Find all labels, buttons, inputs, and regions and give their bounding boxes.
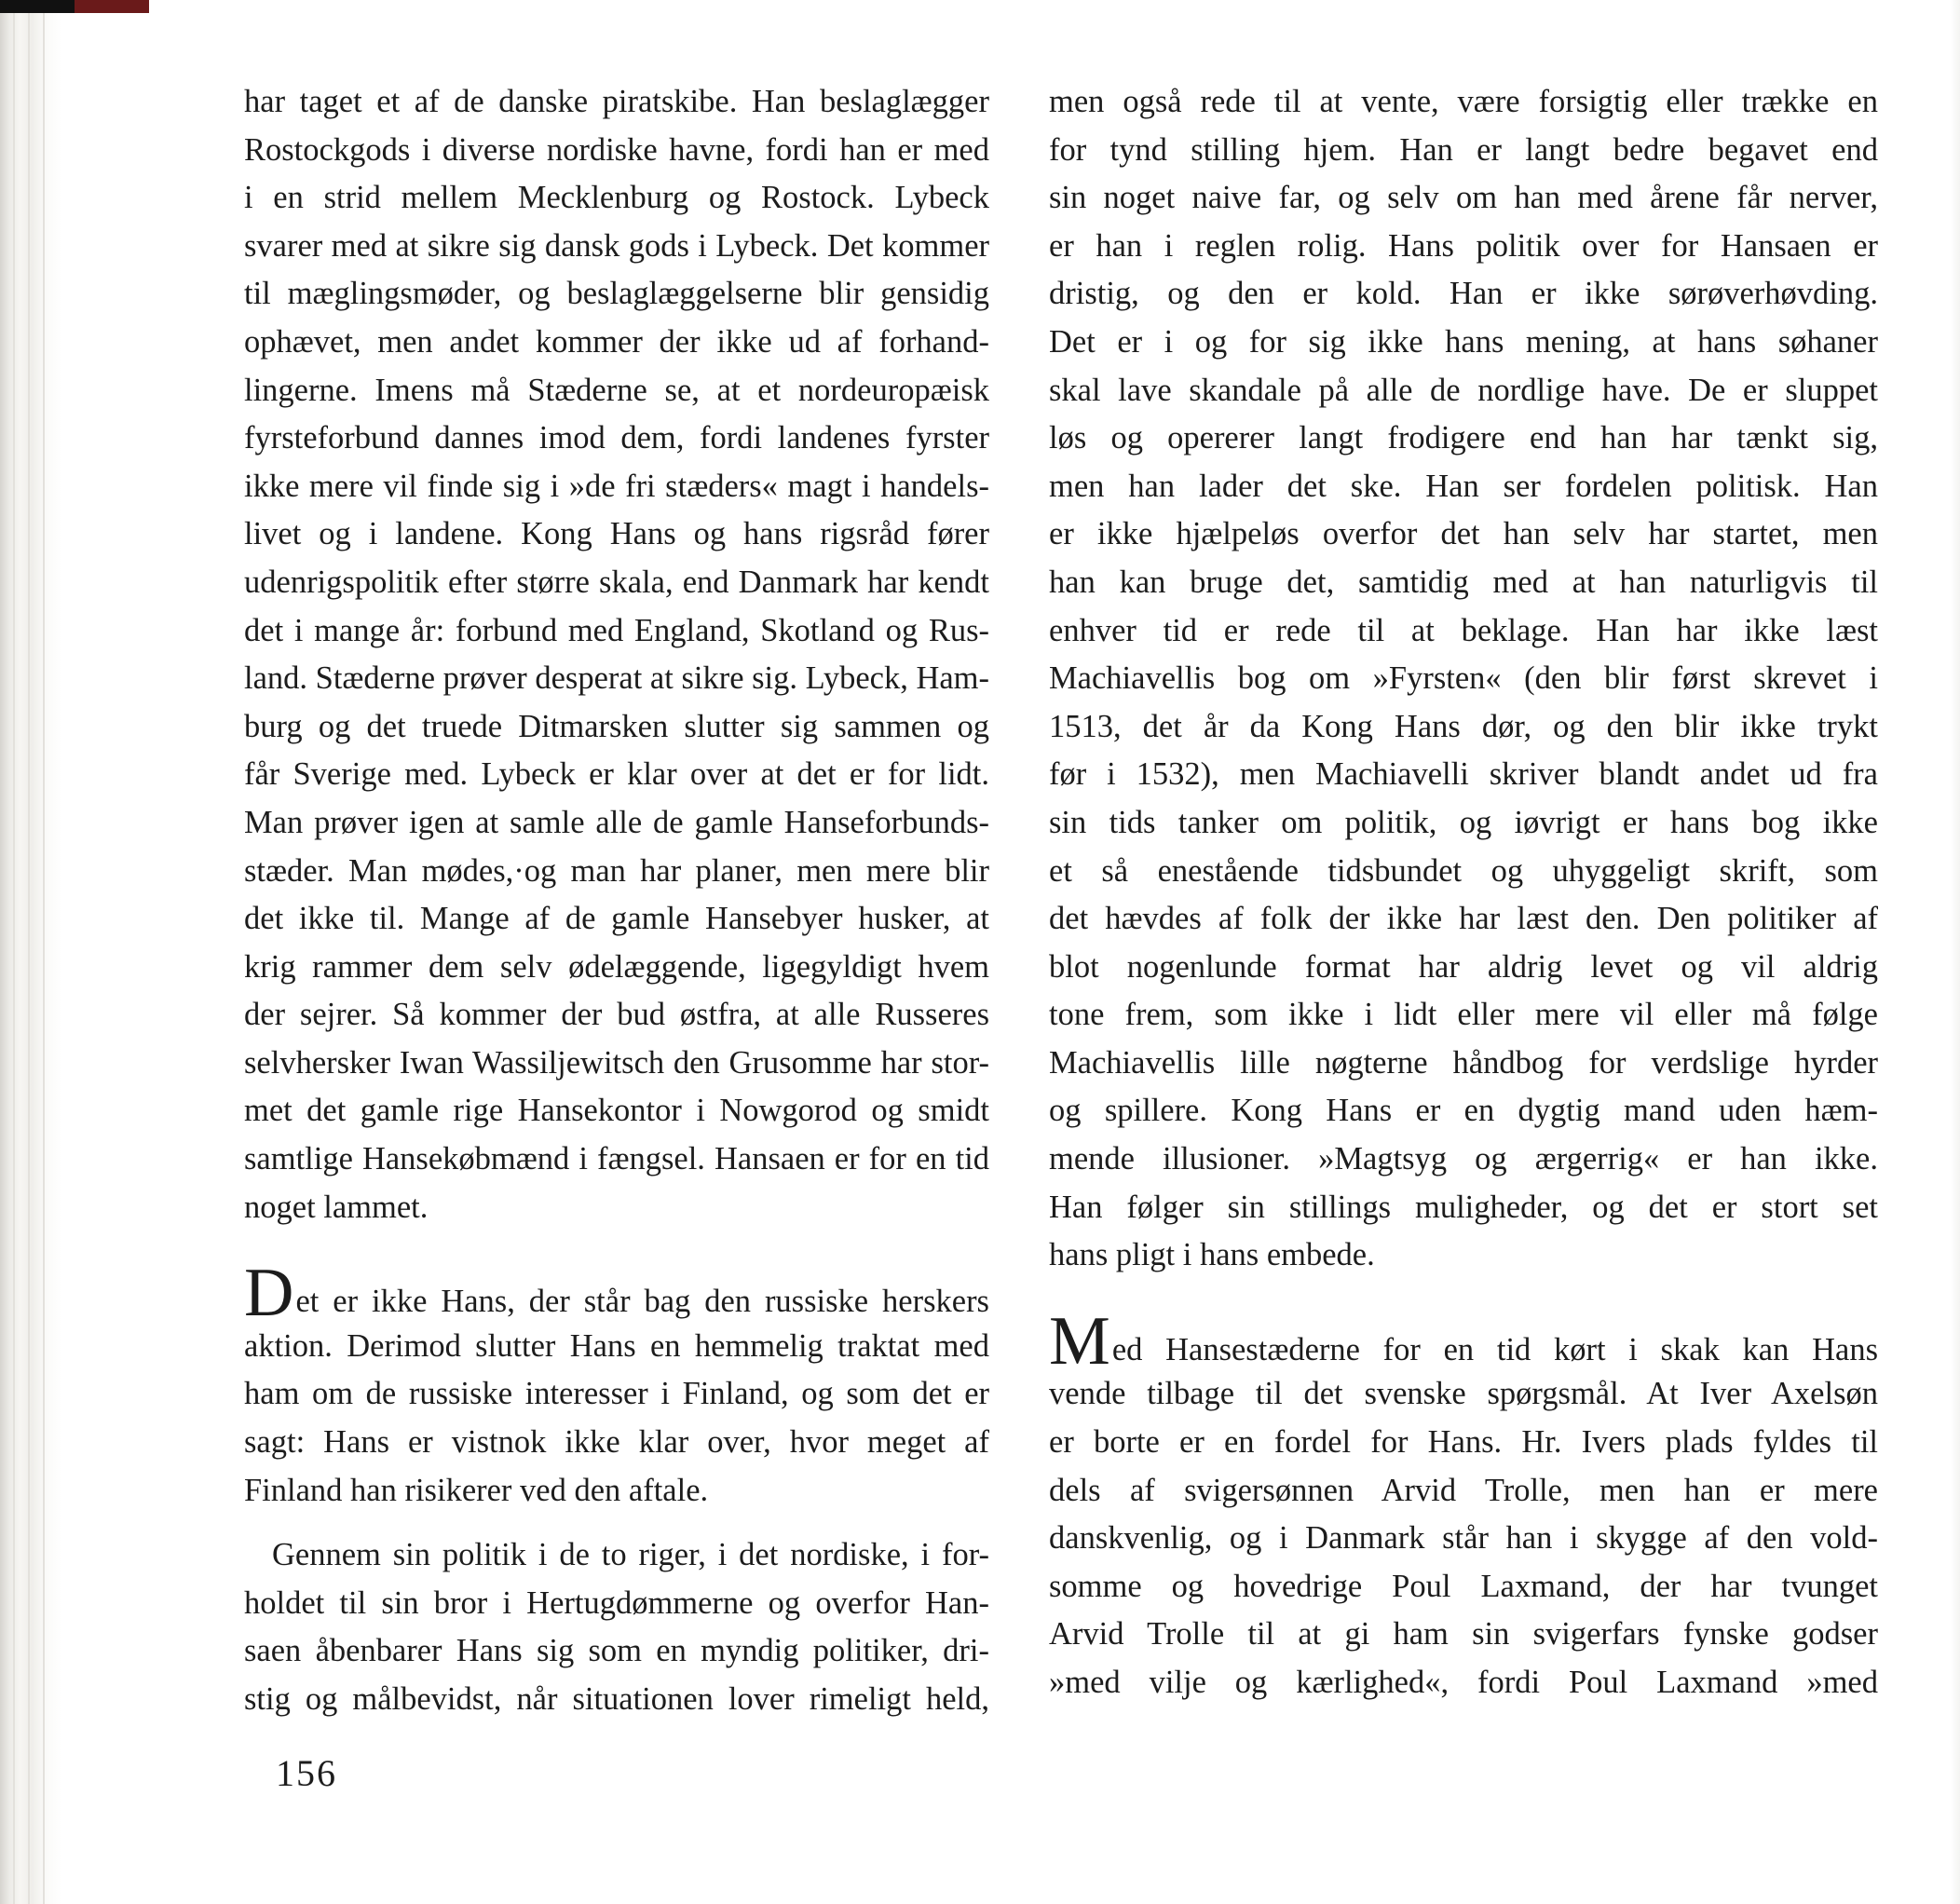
text-line: burg og det truede Ditmarsken slutter sig sammen og [244, 708, 989, 744]
text-line: Han følger sin stillings muligheder, og det er stort set [1049, 1189, 1878, 1225]
text-line: Machiavellis bog om »Fyrsten« (den blir først skrevet i [1049, 660, 1878, 697]
page-edge-line [28, 0, 30, 1904]
page-edge-line [13, 0, 15, 1904]
text-line: ikke mere vil finde sig i »de fri stæders« magt i handels- [244, 468, 989, 504]
right-paragraph [1049, 78, 1878, 1280]
text-line: fyrsteforbund dannes imod dem, fordi landenes fyrster [244, 420, 989, 456]
text-line: hans pligt i hans embede. [1049, 1237, 1375, 1273]
corner-mark-accent [75, 0, 149, 13]
text-line: og spillere. Kong Hans er en dygtig mand uden hæm- [1049, 1093, 1878, 1129]
page-edge-line [43, 0, 45, 1904]
text-line: saen åbenbarer Hans sig som en myndig politiker, dri- [244, 1633, 989, 1669]
text-line: det i mange år: forbund med England, Skotland og Rus- [244, 612, 989, 648]
left-column [244, 78, 989, 1724]
dropcap-line [244, 1255, 989, 1332]
text-line: det ikke til. Mange af de gamle Hansebyer husker, at [244, 901, 989, 937]
text-line: dels af svigersønnen Arvid Trolle, men han er mere [1049, 1472, 1878, 1508]
left-section-dropcap-paragraph [244, 1255, 989, 1515]
text-line: han kan bruge det, samtidig med at han naturligvis til [1049, 564, 1878, 600]
dropcap-line-text: ed Hansestæderne for en tid kørt i skak kan Hans [1111, 1331, 1878, 1367]
text-line: mende illusioner. »Magtsyg og ærgerrig« er han ikke. [1049, 1141, 1878, 1177]
text-line: sagt: Hans er vistnok ikke klar over, hvor meget af [244, 1424, 989, 1461]
text-line: har taget et af de danske piratskibe. Han beslaglægger [244, 84, 989, 119]
text-line: løs og opererer langt frodigere end han har tænkt sig, [1049, 420, 1878, 456]
text-line: er ikke hjælpeløs overfor det han selv har startet, men [1049, 516, 1878, 552]
text-line: »med vilje og kærlighed«, fordi Poul Laxmand »med [1049, 1665, 1878, 1700]
text-line: ophævet, men andet kommer der ikke ud af forhand- [244, 323, 989, 360]
text-line: blot nogenlunde format har aldrig levet og vil aldrig [1049, 948, 1878, 985]
text-line: udenrigspolitik efter større skala, end Danmark har kendt [244, 564, 989, 600]
text-line: stig og målbevidst, når situationen lover rimeligt held, [244, 1681, 989, 1717]
text-line: sin noget naive far, og selv om han med årene får nerver, [1049, 180, 1878, 216]
text-line: det hævdes af folk der ikke har læst den. Den politiker af [1049, 901, 1878, 937]
text-line: Det er i og for sig ikke hans mening, at hans søhaner [1049, 323, 1878, 360]
text-line: for tynd stilling hjem. Han er langt bedre begavet end [1049, 131, 1878, 168]
text-line: i en strid mellem Mecklenburg og Rostock. Lybeck [244, 180, 989, 216]
text-line: enhver tid er rede til at beklage. Han har ikke læst [1049, 612, 1878, 648]
text-line: noget lammet. [244, 1189, 429, 1225]
text-line: met det gamle rige Hansekontor i Nowgorod og smidt [244, 1093, 989, 1129]
text-line: samtlige Hansekøbmænd i fængsel. Hansaen er for en tid [244, 1141, 989, 1177]
text-line: 1513, det år da Kong Hans dør, og den blir ikke trykt [1049, 708, 1878, 744]
text-line: der sejrer. Så kommer der bud østfra, at alle Russeres [244, 997, 989, 1033]
text-line: Gennem sin politik i de to riger, i det nordiske, i for- [272, 1537, 989, 1573]
text-line: lingerne. Imens må Stæderne se, at et nordeuropæisk [244, 372, 989, 408]
text-line: dristig, og den er kold. Han er ikke sørøverhøvding. [1049, 276, 1878, 312]
book-gutter [0, 0, 61, 1904]
text-line: er han i reglen rolig. Hans politik over for Hansaen er [1049, 227, 1878, 264]
text-line: livet og i landene. Kong Hans og hans rigsråd fører [244, 516, 989, 552]
text-line: tone frem, som ikke i lidt eller mere vil eller må følge [1049, 997, 1878, 1033]
right-page-edge [1951, 0, 1960, 1904]
dropcap-line-text: et er ikke Hans, der står bag den russiske herskers [295, 1284, 989, 1320]
page-number: 156 [276, 1752, 337, 1794]
text-line: svarer med at sikre sig dansk gods i Lybeck. Det kommer [244, 227, 989, 264]
text-line: men også rede til at vente, være forsigtig eller trække en [1049, 84, 1878, 119]
text-line: stæder. Man mødes,·og man har planer, men mere blir [244, 852, 989, 889]
text-line: Arvid Trolle til at gi ham sin svigerfars fynske godser [1049, 1616, 1878, 1652]
right-section-dropcap-paragraph [1049, 1302, 1878, 1707]
text-line: et så enestående tidsbundet og uhyggeligt skrift, som [1049, 852, 1878, 889]
text-line: Rostockgods i diverse nordiske havne, fordi han er med [244, 131, 989, 168]
dropcap-letter: D [244, 1255, 294, 1332]
text-line: til mæglingsmøder, og beslaglæggelserne blir gensidig [244, 276, 989, 312]
text-line: skal lave skandale på alle de nordlige have. De er sluppet [1049, 372, 1878, 408]
right-column [1049, 78, 1878, 1707]
left-continuation-paragraph [244, 78, 989, 1231]
text-line: ham om de russiske interesser i Finland, og som det er [244, 1376, 989, 1412]
text-line: danskvenlig, og i Danmark står han i skygge af den vold- [1049, 1520, 1878, 1557]
text-line: sin tids tanker om politik, og iøvrigt er hans bog ikke [1049, 804, 1878, 840]
left-indented-paragraph [244, 1531, 989, 1723]
text-line: krig rammer dem selv ødelæggende, ligegyldigt hvem [244, 948, 989, 985]
paragraph-gap [244, 1515, 989, 1531]
dropcap-line [1049, 1302, 1878, 1380]
text-line: vende tilbage til det svenske spørgsmål. At Iver Axelsøn [1049, 1376, 1878, 1412]
text-line: får Sverige med. Lybeck er klar over at det er for lidt. [244, 756, 989, 793]
text-line: men han lader det ske. Han ser fordelen politisk. Han [1049, 468, 1878, 504]
text-line: Machiavellis lille nøgterne håndbog for verdslige hyrder [1049, 1044, 1878, 1081]
text-line: Man prøver igen at samle alle de gamle Hanseforbunds- [244, 804, 989, 840]
text-line: holdet til sin bror i Hertugdømmerne og overfor Han- [244, 1584, 989, 1621]
text-line: Finland han risikerer ved den aftale. [244, 1472, 709, 1508]
text-line: selvhersker Iwan Wassiljewitsch den Grusomme har stor- [244, 1044, 989, 1081]
dropcap-letter: M [1049, 1302, 1110, 1380]
section-gap [244, 1231, 989, 1274]
text-line: somme og hovedrige Poul Laxmand, der har tvunget [1049, 1568, 1878, 1604]
text-line: aktion. Derimod slutter Hans en hemmelig traktat med [244, 1327, 989, 1364]
section-gap [1049, 1280, 1878, 1323]
text-line: før i 1532), men Machiavelli skriver blandt andet ud fra [1049, 756, 1878, 793]
text-line: land. Stæderne prøver desperat at sikre sig. Lybeck, Ham- [244, 660, 989, 697]
text-line: er borte er en fordel for Hans. Hr. Ivers plads fyldes til [1049, 1424, 1878, 1461]
